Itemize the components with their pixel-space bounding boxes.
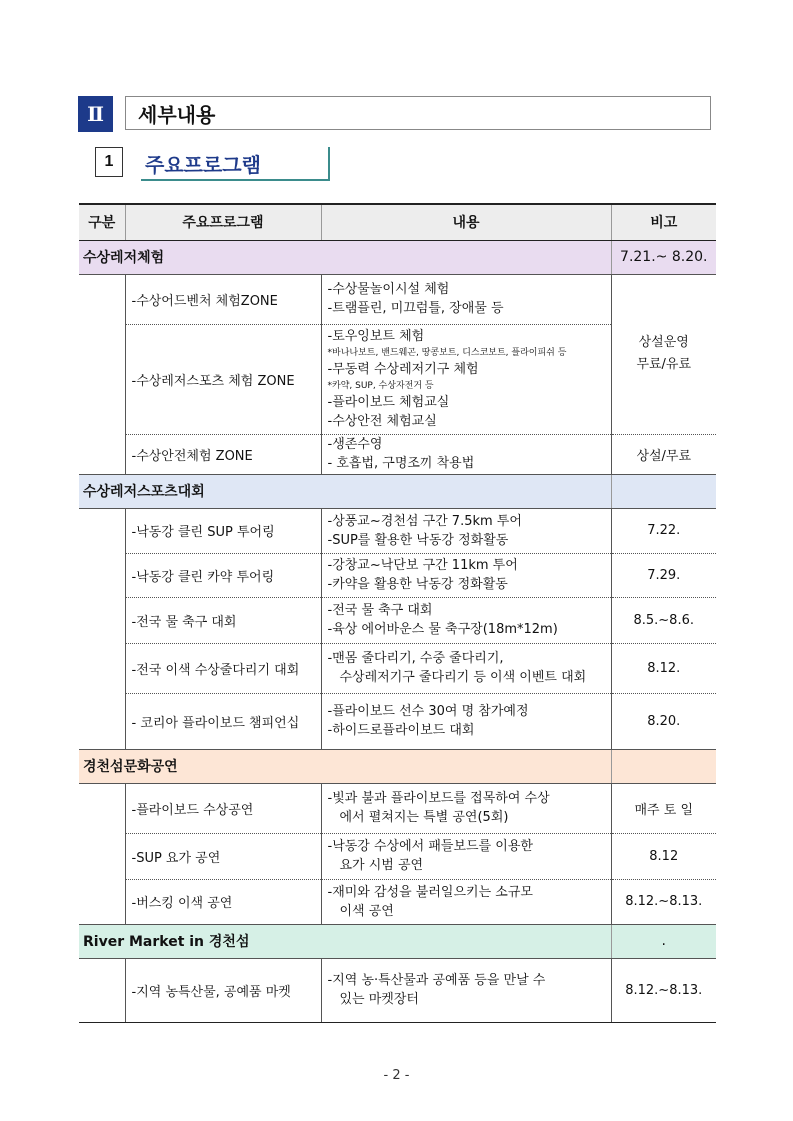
program-cell: -버스킹 이색 공연: [125, 879, 321, 924]
content-line: 요가 시범 공연: [339, 858, 424, 873]
subsection-title: 주요프로그램: [145, 152, 261, 177]
table-row: [79, 833, 716, 879]
note-cell: 8.12: [611, 833, 716, 879]
category-label: 수상레저체험: [79, 240, 611, 274]
section-header: [78, 96, 713, 132]
content-cell: [321, 508, 611, 553]
program-cell: -SUP 요가 공연: [125, 833, 321, 879]
note-cell: 8.12.~8.13.: [611, 879, 716, 924]
note-cell: 8.12.: [611, 643, 716, 693]
program-cell: -낙동강 클린 카약 투어링: [125, 553, 321, 597]
note-cell: 7.22.: [611, 508, 716, 553]
note-cell: 상설/무료: [611, 434, 716, 474]
table-row: [79, 879, 716, 924]
program-cell: -전국 이색 수상줄다리기 대회: [125, 643, 321, 693]
category-row: [79, 474, 716, 508]
note-cell: 매주 토 일: [611, 783, 716, 833]
note-line: 상설운영: [638, 335, 689, 350]
content-line: -맨몸 줄다리기, 수중 줄다리기,: [327, 651, 504, 666]
table-row: [79, 643, 716, 693]
page-number: - 2 -: [383, 1068, 410, 1083]
subsection-underline: [141, 179, 328, 181]
program-cell: -수상레저스포츠 체험 ZONE: [125, 324, 321, 434]
content-line: 있는 마켓장터: [339, 992, 419, 1007]
content-line: -육상 에어바운스 물 축구장(18m*12m): [327, 622, 558, 637]
table-header-row: [79, 204, 716, 240]
category-note: .: [611, 924, 716, 958]
category-note: [611, 474, 716, 508]
note-cell: 8.5.~8.6.: [611, 597, 716, 643]
content-line: -플라이보드 선수 30여 명 참가예정: [327, 704, 529, 719]
content-line: -수상안전 체험교실: [327, 414, 437, 429]
content-line: -카약을 활용한 낙동강 정화활동: [327, 577, 508, 592]
category-row: [79, 240, 716, 274]
content-line: -전국 물 축구 대회: [327, 603, 433, 618]
program-cell: -전국 물 축구 대회: [125, 597, 321, 643]
content-cell: [321, 434, 611, 474]
section-number: Ⅱ: [78, 96, 113, 132]
content-line: -토우잉보트 체험: [327, 329, 425, 344]
content-line: -SUP를 활용한 낙동강 정화활동: [327, 532, 509, 548]
content-line: -상풍교~경천섬 구간 7.5km 투어: [327, 513, 522, 529]
content-subnote: *카약, SUP, 수상자전거 등: [327, 381, 434, 391]
gubun-cell: [79, 274, 125, 474]
header-note: 비고: [611, 204, 716, 240]
content-line: -낙동강 수상에서 패들보드를 이용한: [327, 839, 533, 854]
program-cell: -지역 농특산물, 공예품 마켓: [125, 958, 321, 1022]
content-cell: [321, 958, 611, 1022]
category-row: [79, 749, 716, 783]
category-label: 경천섬문화공연: [79, 749, 611, 783]
content-line: -강창교~낙단보 구간 11km 투어: [327, 558, 518, 573]
note-cell: [611, 274, 716, 434]
content-cell: [321, 833, 611, 879]
content-line: -플라이보드 체험교실: [327, 395, 450, 410]
note-cell: 8.20.: [611, 693, 716, 749]
content-line: -하이드로플라이보드 대회: [327, 723, 475, 738]
program-cell: -수상어드벤처 체험ZONE: [125, 274, 321, 324]
table-row: [79, 783, 716, 833]
table-row: [79, 597, 716, 643]
program-cell: -수상안전체험 ZONE: [125, 434, 321, 474]
program-cell: -낙동강 클린 SUP 투어링: [125, 508, 321, 553]
content-cell: [321, 693, 611, 749]
content-cell: [321, 643, 611, 693]
category-row: [79, 924, 716, 958]
header-content: 내용: [321, 204, 611, 240]
table-row: [79, 274, 716, 324]
header-program: 주요프로그램: [125, 204, 321, 240]
gubun-cell: [79, 958, 125, 1022]
subsection-number: 1: [95, 147, 123, 177]
program-cell: -플라이보드 수상공연: [125, 783, 321, 833]
program-cell: - 코리아 플라이보드 챔피언십: [125, 693, 321, 749]
subsection-bar: [328, 147, 330, 181]
section-title: 세부내용: [125, 96, 711, 130]
content-cell: [321, 324, 611, 434]
table-row: [79, 693, 716, 749]
content-cell: [321, 879, 611, 924]
content-line: - 호흡법, 구명조끼 착용법: [327, 456, 475, 471]
note-cell: 8.12.~8.13.: [611, 958, 716, 1022]
gubun-cell: [79, 783, 125, 924]
category-label: 수상레저스포츠대회: [79, 474, 611, 508]
content-line: -재미와 감성을 불러일으키는 소규모: [327, 884, 533, 900]
program-table: [79, 203, 716, 1023]
content-line: 에서 펼쳐지는 특별 공연(5회): [339, 810, 509, 825]
content-line: -수상물놀이시설 체험: [327, 282, 450, 297]
content-cell: [321, 553, 611, 597]
content-line: -생존수영: [327, 437, 383, 452]
category-note: [611, 749, 716, 783]
table-row: [79, 508, 716, 553]
content-cell: [321, 274, 611, 324]
gubun-cell: [79, 508, 125, 749]
note-cell: 7.29.: [611, 553, 716, 597]
table-row: [79, 958, 716, 1022]
content-subnote: *바나나보트, 밴드웨곤, 땅콩보트, 디스코보트, 플라이피쉬 등: [327, 348, 567, 358]
content-line: -트램플린, 미끄럼틀, 장애물 등: [327, 301, 504, 316]
content-line: -지역 농·특산물과 공예품 등을 만날 수: [327, 973, 546, 988]
content-cell: [321, 597, 611, 643]
note-line: 무료/유료: [636, 357, 692, 372]
category-label: River Market in 경천섬: [79, 924, 611, 958]
table-row: [79, 434, 716, 474]
table-row: [79, 553, 716, 597]
category-note: 7.21.~ 8.20.: [611, 240, 716, 274]
content-cell: [321, 783, 611, 833]
content-line: -빛과 불과 플라이보드를 접목하여 수상: [327, 791, 550, 806]
content-line: 이색 공연: [339, 903, 394, 919]
content-line: 수상레저기구 줄다리기 등 이색 이벤트 대회: [339, 670, 587, 685]
header-gubun: 구분: [79, 204, 125, 240]
content-line: -무동력 수상레저기구 체험: [327, 362, 479, 377]
